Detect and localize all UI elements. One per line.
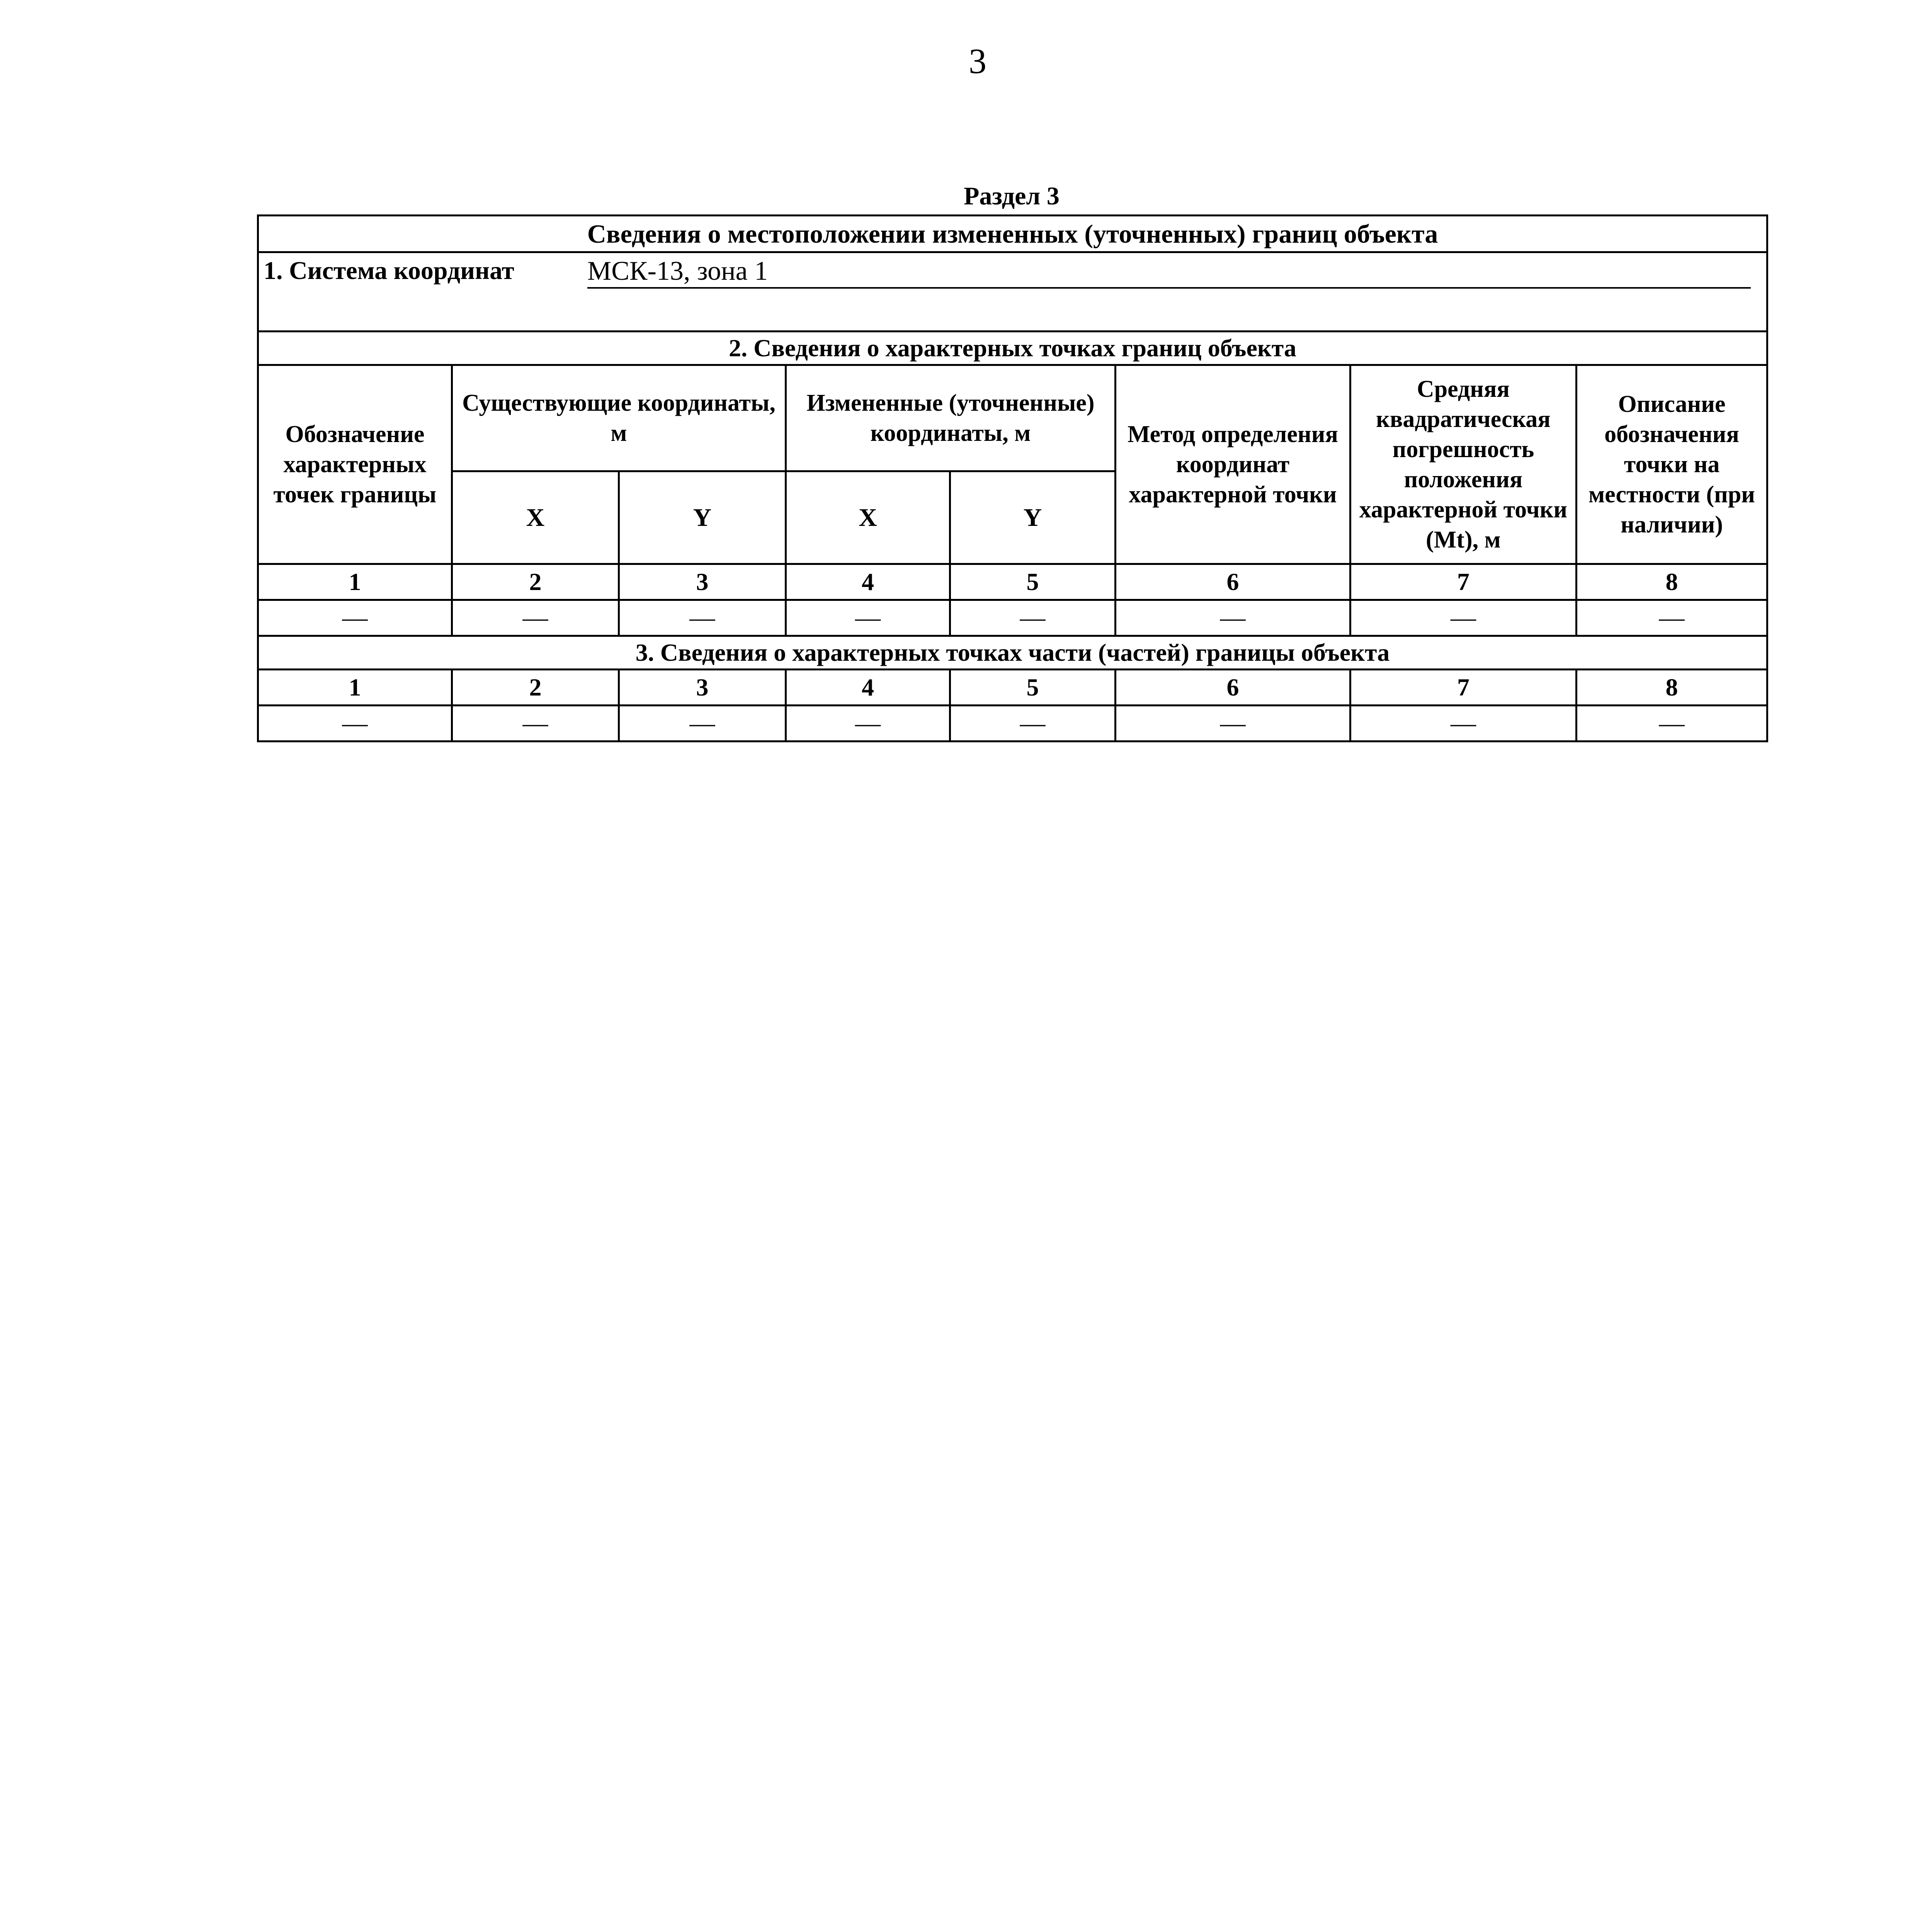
- table-cell: —: [1577, 600, 1767, 636]
- table-cell: —: [1116, 600, 1350, 636]
- column-number: 4: [786, 564, 950, 600]
- column-number-row: [258, 564, 1767, 600]
- column-number: 3: [619, 564, 786, 600]
- table-cell: —: [452, 600, 619, 636]
- column-number: 2: [452, 564, 619, 600]
- subsection-3-title: 3. Сведения о характерных точках части (частей) границы объекта: [258, 636, 1767, 670]
- table-cell: —: [619, 706, 786, 742]
- header-point-description: Описание обозначения точки на местности (при наличии): [1577, 365, 1767, 564]
- column-number: 5: [950, 564, 1116, 600]
- coordinate-system-label: 1. Система координат: [264, 257, 514, 285]
- table-cell: —: [1350, 706, 1577, 742]
- header-existing-y: Y: [619, 471, 786, 564]
- column-number: 7: [1350, 670, 1577, 706]
- header-existing-coordinates: Существующие координаты, м: [452, 365, 786, 471]
- boundary-table: [257, 214, 1768, 742]
- table-title: Сведения о местоположении измененных (уточненных) границ объекта: [258, 216, 1767, 252]
- column-number: 8: [1577, 564, 1767, 600]
- column-number: 3: [619, 670, 786, 706]
- subsection-2-title: 2. Сведения о характерных точках границ объекта: [258, 332, 1767, 365]
- table-cell: —: [1116, 706, 1350, 742]
- header-existing-x: X: [452, 471, 619, 564]
- header-mean-square-error: Средняя квадратическая погрешность положения характерной точки (Mt), м: [1350, 365, 1577, 564]
- column-number: 2: [452, 670, 619, 706]
- column-number: 8: [1577, 670, 1767, 706]
- column-number: 1: [258, 564, 452, 600]
- section-2-data-row: [258, 600, 1767, 636]
- header-point-designation: Обозначение характерных точек границы: [258, 365, 452, 564]
- column-number: 6: [1116, 670, 1350, 706]
- header-changed-x: X: [786, 471, 950, 564]
- column-number: 6: [1116, 564, 1350, 600]
- header-method: Метод определения координат характерной точки: [1116, 365, 1350, 564]
- header-changed-y: Y: [950, 471, 1116, 564]
- section-3-data-row: [258, 706, 1767, 742]
- column-number: 7: [1350, 564, 1577, 600]
- table-cell: —: [258, 706, 452, 742]
- header-changed-coordinates: Измененные (уточненные) координаты, м: [786, 365, 1116, 471]
- column-number: 5: [950, 670, 1116, 706]
- table-cell: —: [786, 706, 950, 742]
- coordinate-system-row: [258, 252, 1767, 332]
- table-cell: —: [950, 706, 1116, 742]
- table-cell: —: [452, 706, 619, 742]
- table-cell: —: [1577, 706, 1767, 742]
- column-number: 1: [258, 670, 452, 706]
- column-number: 4: [786, 670, 950, 706]
- section-title: Раздел 3: [964, 182, 1060, 210]
- table-cell: —: [786, 600, 950, 636]
- coordinate-system-value: МСК-13, зона 1: [587, 255, 1751, 289]
- table-cell: —: [619, 600, 786, 636]
- column-number-row: [258, 670, 1767, 706]
- table-cell: —: [258, 600, 452, 636]
- table-cell: —: [1350, 600, 1577, 636]
- page-number: 3: [969, 41, 986, 81]
- table-cell: —: [950, 600, 1116, 636]
